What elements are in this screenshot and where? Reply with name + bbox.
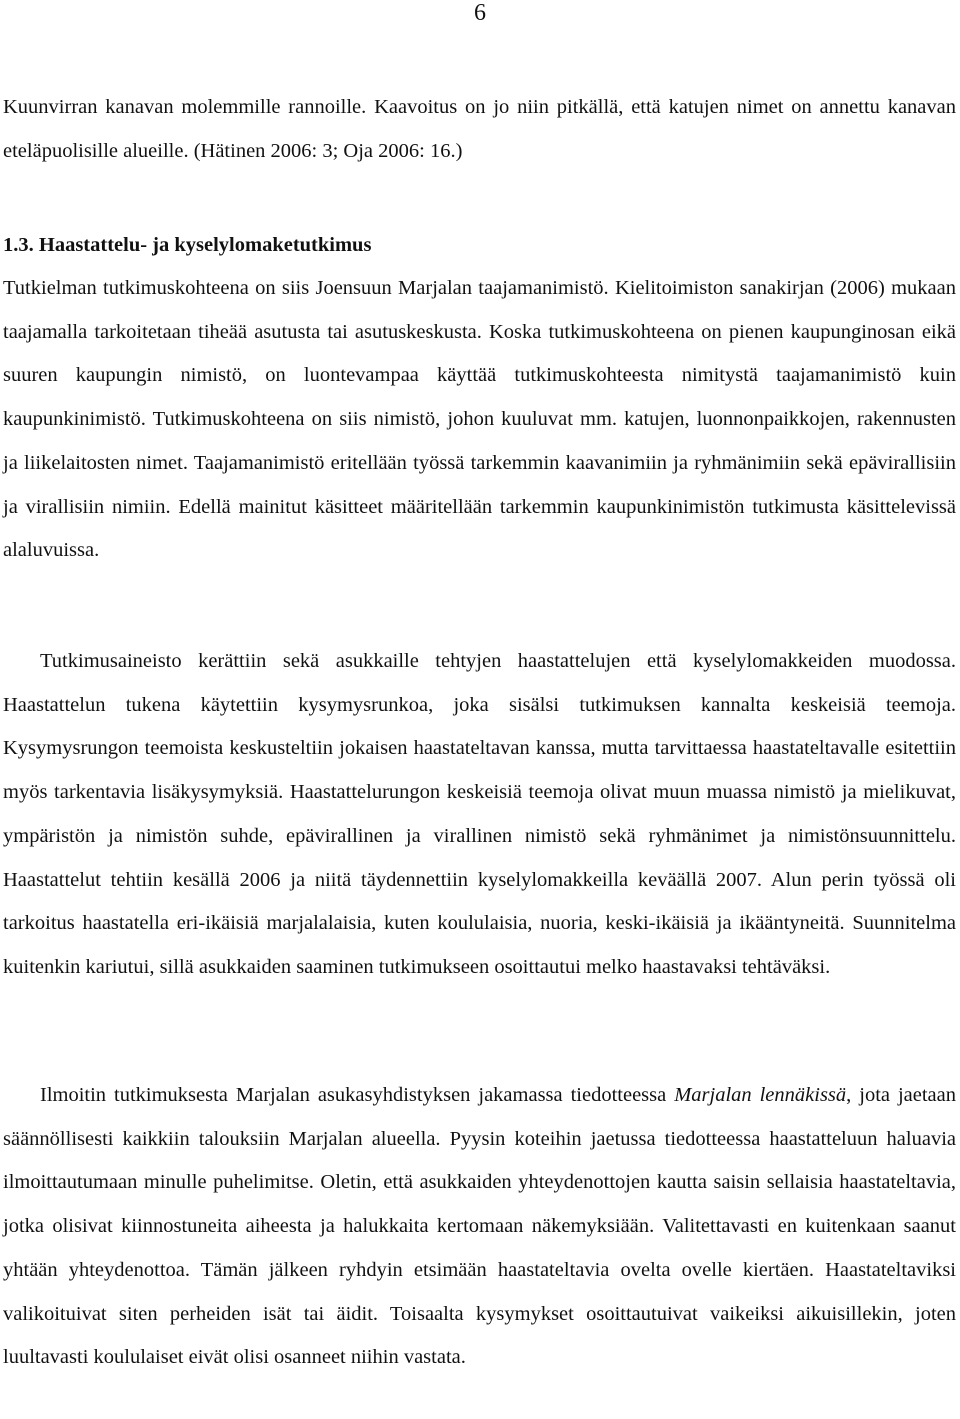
paragraph-research-subject: Tutkielman tutkimuskohteena on siis Joensuun Marjalan taajamanimistö. Kielitoimiston sanakirjan (2006) mukaan taajamalla tarkoitetaan tiheää asutusta tai asutuskeskusta. Koska tutkimuskohteena on pienen kaupunginosan eikä suuren kaupungin nimistö, on luontevampaa käyttää tutkimuskohteesta nimitystä taajamanimistö kuin kaupunkinimistö. Tutkimuskohteena on siis nimistö, johon kuuluvat mm. katujen, luonnonpaikkojen, rakennusten ja liikelaitosten nimet. Taajamanimistö eritellään työssä tarkemmin kaavanimiin ja ryhmänimiin sekä epävirallisiin ja virallisiin nimiin. Edellä mainitut käsitteet määritellään tarkemmin kaupunkinimistön tutkimusta käsittelevissä alaluvuissa. <box>3 277 956 562</box>
paragraph-research-material: Tutkimusaineisto kerättiin sekä asukkaille tehtyjen haastattelujen että kyselylomakkeiden muodossa. Haastattelun tukena käytettiin kysymysrunkoa, joka sisälsi tutkimuksen kannalta keskeisiä teemoja. Kysymysrungon teemoista keskusteltiin jokaisen haastateltavan kanssa, mutta tarvittaessa haastateltavalle esitettiin myös tarkentavia lisäkysymyksiä. Haastattelurungon keskeisiä teemoja olivat muun muassa nimistö ja mielikuvat, ympäristön ja nimistön suhde, epävirallinen ja virallinen nimistö sekä ryhmänimet ja nimistönsuunnittelu. Haastattelut tehtiin kesällä 2006 ja niitä täydennettiin kyselylomakkeilla keväällä 2007. Alun perin työssä oli tarkoitus haastatella eri-ikäisiä marjalalaisia, kuten koululaisia, nuoria, keski-ikäisiä ja ikääntyneitä. Suunnitelma kuitenkin kariutui, sillä asukkaiden saaminen tutkimukseen osoittautui melko haastavaksi tehtäväksi. <box>3 650 956 978</box>
paragraph-recruitment-part-1: Ilmoitin tutkimuksesta Marjalan asukasyhdistyksen jakamassa tiedotteessa <box>40 1084 675 1106</box>
publication-title: Marjalan lennäkissä <box>674 1084 847 1106</box>
paragraph-recruitment-part-2: , jota jaetaan säännöllisesti kaikkiin talouksiin Marjalan alueella. Pyysin koteihin jaetussa tiedotteessa haastatteluun haluavia ilmoittautumaan minulle puhelimitse. Oletin, että asukkaiden yhteydenottojen kautta saisin sellaisia haastateltavia, jotka olisivat kiinnostuneita aiheesta ja halukkaita kertomaan näkemyksiään. Valitettavasti en kuitenkaan saanut yhtään yhteydenottoa. Tämän jälkeen ryhdyin etsimään haastateltavia ovelta ovelle kiertäen. Haastateltaviksi valikoituivat siten perheiden isät tai äidit. Toisaalta kysymykset osoittautuivat vaikeiksi aikuisillekin, joten luultavasti koululaiset eivät olisi osanneet niihin vastata. <box>3 1084 957 1369</box>
paragraph-recruitment <box>3 1074 956 1380</box>
page-number: 6 <box>474 0 486 26</box>
paragraph-continuation: Kuunvirran kanavan molemmille rannoille. Kaavoitus on jo niin pitkällä, että katujen nimet on annettu kanavan eteläpuolisille alueille. (Hätinen 2006: 3; Oja 2006: 16.) <box>3 96 956 162</box>
section-heading: 1.3. Haastattelu- ja kyselylomaketutkimus <box>3 234 372 256</box>
